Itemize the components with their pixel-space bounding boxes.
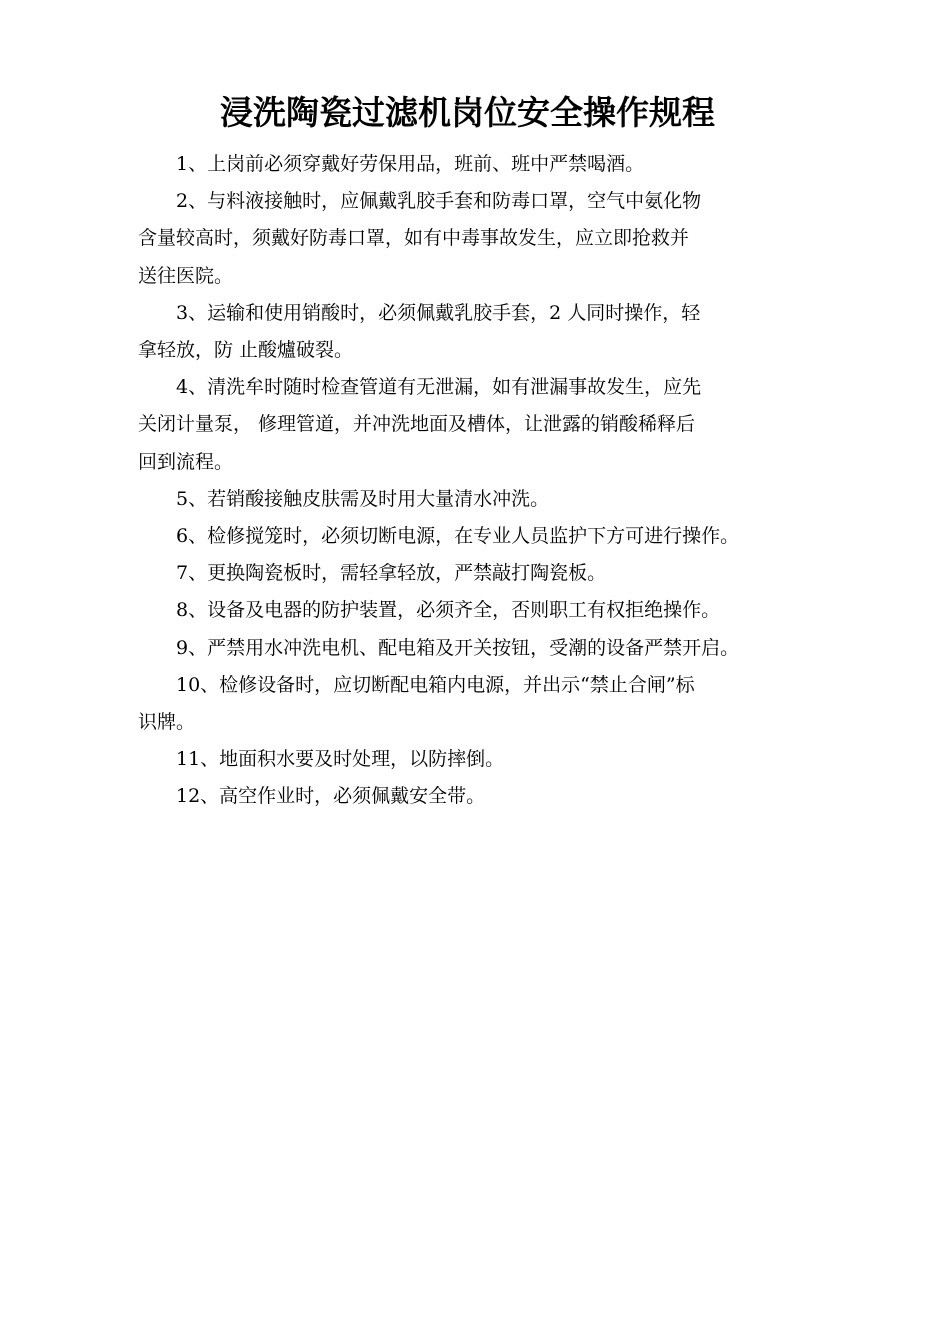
rule-line: 拿轻放，防 止酸爐破裂。	[138, 339, 354, 362]
rule-line: 送往医院。	[138, 264, 234, 287]
rule-line: 含量较高时，须戴好防毒口罩，如有中毒事故发生，应立即抢救并	[138, 227, 690, 250]
rule-paragraph-4	[138, 369, 828, 481]
rule-line: 11、地面积水要及时处理，以防摔倒。	[176, 748, 505, 771]
rule-paragraph-7	[138, 555, 828, 592]
rule-line: 3、运输和使用销酸时，必须佩戴乳胶手套，2 人同时操作，轻	[176, 301, 701, 324]
rule-paragraph-6	[138, 518, 828, 555]
rule-paragraph-5	[138, 481, 828, 518]
rule-line: 回到流程。	[138, 450, 234, 473]
rule-paragraph-9	[138, 630, 828, 667]
rule-line: 5、若销酸接触皮肤需及时用大量清水冲洗。	[176, 487, 550, 510]
rule-line: 8、设备及电器的防护装置，必须齐全，否则职工有权拒绝操作。	[176, 599, 721, 622]
rule-line: 2、与料液接触时，应佩戴乳胶手套和防毒口罩，空气中氨化物	[176, 190, 702, 213]
rule-paragraph-2	[138, 183, 828, 295]
document-title: 浸洗陶瓷过滤机岗位安全操作规程	[220, 93, 715, 132]
rule-line: 1、上岗前必须穿戴好劳保用品，班前、班中严禁喝酒。	[176, 153, 645, 175]
rule-line: 6、检修搅笼时，必须切断电源，在专业人员监护下方可进行操作。	[176, 525, 740, 548]
rule-line: 关闭计量泵， 修理管道，并冲洗地面及槽体，让泄露的销酸稀释后	[138, 413, 696, 436]
rule-paragraph-8	[138, 592, 828, 629]
rule-line: 4、清洗牟时随时检查管道有无泄漏，如有泄漏事故发生，应先	[176, 376, 702, 399]
rule-line: 12、高空作业时，必须佩戴安全带。	[176, 785, 486, 808]
rule-line: 识牌。	[138, 711, 196, 734]
rules-body	[138, 146, 828, 816]
rule-paragraph-11	[138, 741, 828, 778]
rule-paragraph-1	[138, 146, 828, 183]
rule-line: 10、检修设备时，应切断配电箱内电源，并出示“禁止合闸”标	[176, 673, 695, 696]
rule-paragraph-10	[138, 667, 828, 741]
rule-line: 9、严禁用水冲洗电机、配电箱及开关按钮，受潮的设备严禁开启。	[176, 636, 740, 659]
rule-line: 7、更换陶瓷板时，需轻拿轻放，严禁敲打陶瓷板。	[176, 562, 607, 585]
rule-paragraph-3	[138, 295, 828, 369]
rule-paragraph-12	[138, 778, 828, 815]
